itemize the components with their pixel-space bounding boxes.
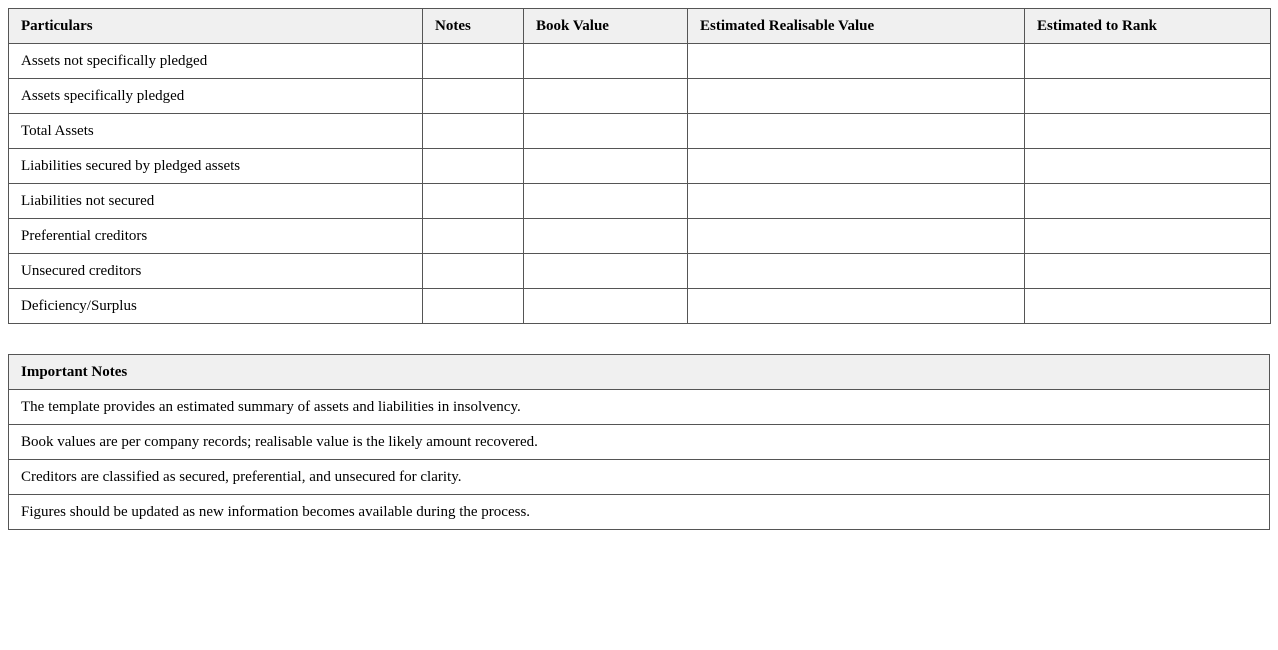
cell-notes [423, 289, 524, 324]
header-book-value: Book Value [524, 9, 688, 44]
note-item: Book values are per company records; realisable value is the likely amount recovered. [9, 425, 1270, 460]
cell-notes [423, 114, 524, 149]
cell-notes [423, 219, 524, 254]
cell-estimated-to-rank [1025, 219, 1271, 254]
note-row [9, 495, 1270, 530]
cell-notes [423, 149, 524, 184]
table-row [9, 44, 1271, 79]
table-row [9, 219, 1271, 254]
note-item: The template provides an estimated summary of assets and liabilities in insolvency. [9, 390, 1270, 425]
header-particulars: Particulars [9, 9, 423, 44]
cell-estimated-realisable-value [688, 44, 1025, 79]
cell-estimated-to-rank [1025, 79, 1271, 114]
notes-header-row [9, 355, 1270, 390]
cell-estimated-to-rank [1025, 289, 1271, 324]
cell-book-value [524, 254, 688, 289]
cell-particulars: Unsecured creditors [9, 254, 423, 289]
cell-particulars: Assets specifically pledged [9, 79, 423, 114]
note-row [9, 460, 1270, 495]
cell-estimated-realisable-value [688, 79, 1025, 114]
table-row [9, 79, 1271, 114]
note-item: Figures should be updated as new information becomes available during the process. [9, 495, 1270, 530]
cell-notes [423, 184, 524, 219]
cell-notes [423, 79, 524, 114]
cell-estimated-to-rank [1025, 149, 1271, 184]
cell-particulars: Total Assets [9, 114, 423, 149]
document [8, 8, 1270, 530]
cell-estimated-realisable-value [688, 254, 1025, 289]
cell-particulars: Assets not specifically pledged [9, 44, 423, 79]
cell-estimated-realisable-value [688, 149, 1025, 184]
table-row [9, 289, 1271, 324]
cell-estimated-to-rank [1025, 114, 1271, 149]
cell-book-value [524, 184, 688, 219]
cell-estimated-realisable-value [688, 289, 1025, 324]
cell-book-value [524, 114, 688, 149]
cell-book-value [524, 149, 688, 184]
statement-of-affairs-table [8, 8, 1271, 324]
table-row [9, 114, 1271, 149]
important-notes-table [8, 354, 1270, 530]
header-estimated-realisable-value: Estimated Realisable Value [688, 9, 1025, 44]
note-item: Creditors are classified as secured, preferential, and unsecured for clarity. [9, 460, 1270, 495]
note-row [9, 425, 1270, 460]
notes-header: Important Notes [9, 355, 1270, 390]
cell-notes [423, 254, 524, 289]
cell-book-value [524, 44, 688, 79]
table-header-row [9, 9, 1271, 44]
cell-estimated-realisable-value [688, 184, 1025, 219]
cell-estimated-to-rank [1025, 254, 1271, 289]
cell-book-value [524, 289, 688, 324]
cell-particulars: Preferential creditors [9, 219, 423, 254]
cell-estimated-to-rank [1025, 44, 1271, 79]
cell-particulars: Liabilities not secured [9, 184, 423, 219]
table-row [9, 254, 1271, 289]
cell-book-value [524, 219, 688, 254]
cell-particulars: Liabilities secured by pledged assets [9, 149, 423, 184]
table-row [9, 149, 1271, 184]
cell-estimated-realisable-value [688, 219, 1025, 254]
note-row [9, 390, 1270, 425]
cell-book-value [524, 79, 688, 114]
table-row [9, 184, 1271, 219]
header-notes: Notes [423, 9, 524, 44]
cell-notes [423, 44, 524, 79]
header-estimated-to-rank: Estimated to Rank [1025, 9, 1271, 44]
cell-particulars: Deficiency/Surplus [9, 289, 423, 324]
cell-estimated-to-rank [1025, 184, 1271, 219]
cell-estimated-realisable-value [688, 114, 1025, 149]
